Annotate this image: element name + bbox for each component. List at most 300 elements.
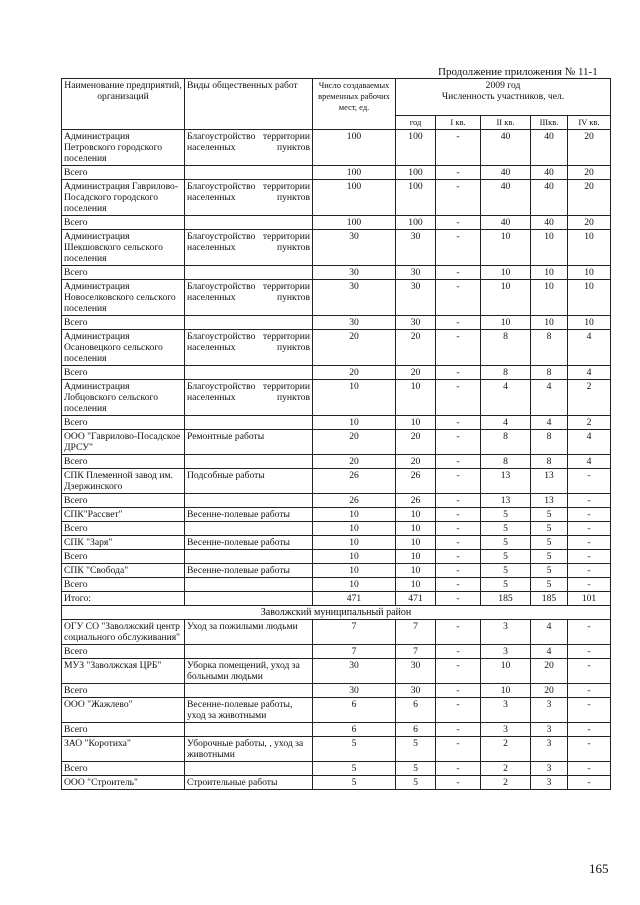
row-work-cell: Благоустройство территории населенных пунктов [185,130,313,166]
row-q3-cell: 40 [531,130,568,166]
row-name-cell: Администрация Лобцовского сельского поселения [62,380,185,416]
row-work-cell [185,592,313,606]
row-q4-cell: 2 [568,416,611,430]
row-name-cell: Всего [62,166,185,180]
row-q3-cell: 8 [531,330,568,366]
row-year-cell: 30 [396,684,436,698]
row-places-cell: 10 [313,536,396,550]
row-name-cell: Всего [62,216,185,230]
row-q4-cell: 101 [568,592,611,606]
row-year-cell: 10 [396,508,436,522]
row-name-cell: Администрация Шекшовского сельского поселения [62,230,185,266]
header-year-block [396,79,611,116]
row-places-cell: 20 [313,430,396,455]
row-work-cell [185,494,313,508]
row-name-cell: Администрация Петровского городского поселения [62,130,185,166]
row-q2-cell: 4 [481,416,531,430]
row-q4-cell: - [568,645,611,659]
row-q4-cell: - [568,762,611,776]
row-year-cell: 26 [396,494,436,508]
row-q4-cell: - [568,659,611,684]
table-row [62,316,611,330]
row-places-cell: 10 [313,578,396,592]
row-name-cell: Всего [62,416,185,430]
table-row [62,550,611,564]
row-name-cell: Администрация Новоселковского сельского поселения [62,280,185,316]
row-q2-cell: 40 [481,216,531,230]
row-q3-cell: 40 [531,166,568,180]
row-q2-cell: 5 [481,550,531,564]
header-q-year: год [396,116,436,130]
row-q4-cell: - [568,508,611,522]
row-year-cell: 10 [396,536,436,550]
row-q3-cell: 4 [531,620,568,645]
row-places-cell: 30 [313,230,396,266]
row-places-cell: 10 [313,416,396,430]
row-q4-cell: - [568,494,611,508]
row-work-cell: Благоустройство территории населенных пунктов [185,230,313,266]
table-row [62,508,611,522]
row-work-cell [185,216,313,230]
row-year-cell: 6 [396,698,436,723]
row-q3-cell: 8 [531,366,568,380]
row-q2-cell: 8 [481,455,531,469]
row-q4-cell: - [568,522,611,536]
row-places-cell: 10 [313,550,396,564]
row-q1-cell: - [436,508,481,522]
row-q2-cell: 8 [481,430,531,455]
row-q3-cell: 13 [531,494,568,508]
row-name-cell: ОГУ СО "Заволжский центр социального обслуживания" [62,620,185,645]
row-q3-cell: 5 [531,578,568,592]
table-row [62,266,611,280]
row-q4-cell: 10 [568,316,611,330]
row-q3-cell: 3 [531,737,568,762]
row-places-cell: 100 [313,166,396,180]
row-q2-cell: 2 [481,776,531,790]
row-q1-cell: - [436,130,481,166]
table-row [62,578,611,592]
row-q2-cell: 8 [481,330,531,366]
row-q2-cell: 2 [481,737,531,762]
row-name-cell: Администрация Осановецкого сельского поселения [62,330,185,366]
row-q3-cell: 4 [531,645,568,659]
row-q3-cell: 20 [531,684,568,698]
row-q1-cell: - [436,564,481,578]
row-q2-cell: 5 [481,564,531,578]
row-year-cell: 5 [396,762,436,776]
row-q3-cell: 5 [531,508,568,522]
row-q2-cell: 4 [481,380,531,416]
row-q1-cell: - [436,698,481,723]
row-places-cell: 100 [313,130,396,166]
row-q3-cell: 3 [531,723,568,737]
row-q2-cell: 185 [481,592,531,606]
row-name-cell: Всего [62,578,185,592]
table-row [62,416,611,430]
row-q4-cell: 10 [568,230,611,266]
row-q3-cell: 8 [531,430,568,455]
row-year-cell: 5 [396,776,436,790]
row-name-cell: Всего [62,316,185,330]
region2-title: Заволжский муниципальный район [62,606,611,620]
row-q3-cell: 3 [531,762,568,776]
table-header [62,79,611,130]
row-q1-cell: - [436,536,481,550]
row-q3-cell: 5 [531,550,568,564]
row-name-cell: ООО "Гаврилово-Посадское ДРСУ" [62,430,185,455]
row-name-cell: Всего [62,455,185,469]
row-q1-cell: - [436,455,481,469]
row-places-cell: 100 [313,216,396,230]
row-q1-cell: - [436,280,481,316]
row-name-cell: Всего [62,550,185,564]
row-q1-cell: - [436,230,481,266]
row-q2-cell: 40 [481,166,531,180]
row-work-cell [185,316,313,330]
table-row [62,723,611,737]
row-q2-cell: 40 [481,180,531,216]
header-count-title: Численность участников, чел. [441,91,565,102]
row-q4-cell: 4 [568,366,611,380]
row-year-cell: 20 [396,455,436,469]
row-q2-cell: 10 [481,684,531,698]
row-q1-cell: - [436,659,481,684]
row-places-cell: 10 [313,522,396,536]
row-places-cell: 30 [313,266,396,280]
row-q1-cell: - [436,266,481,280]
row-q1-cell: - [436,578,481,592]
row-q4-cell: 20 [568,180,611,216]
table-row [62,737,611,762]
row-work-cell: Весенне-полевые работы [185,536,313,550]
header-places: Число создаваемых временных рабочих мест, ед. [313,79,396,130]
row-year-cell: 10 [396,550,436,564]
row-q3-cell: 20 [531,659,568,684]
row-work-cell: Благоустройство территории населенных пунктов [185,330,313,366]
row-name-cell: ООО "Жажлево" [62,698,185,723]
row-work-cell: Благоустройство территории населенных пунктов [185,280,313,316]
row-work-cell [185,455,313,469]
row-places-cell: 30 [313,659,396,684]
row-name-cell: СПК Племенной завод им. Дзержинского [62,469,185,494]
row-places-cell: 26 [313,494,396,508]
row-q3-cell: 5 [531,522,568,536]
row-q3-cell: 10 [531,316,568,330]
table-row [62,776,611,790]
page-number: 165 [589,861,609,876]
table-row [62,620,611,645]
row-q4-cell: - [568,578,611,592]
row-q1-cell: - [436,330,481,366]
row-work-cell: Строительные работы [185,776,313,790]
table-row [62,216,611,230]
row-name-cell: Всего [62,645,185,659]
table-row [62,130,611,166]
row-q3-cell: 4 [531,380,568,416]
public-works-table [61,78,611,790]
row-q3-cell: 3 [531,698,568,723]
row-q4-cell: 20 [568,216,611,230]
row-q3-cell: 185 [531,592,568,606]
row-q4-cell: - [568,723,611,737]
row-q2-cell: 10 [481,316,531,330]
table-row [62,380,611,416]
row-q1-cell: - [436,366,481,380]
row-q1-cell: - [436,737,481,762]
row-work-cell: Уборочные работы, , уход за животными [185,737,313,762]
table-row [62,166,611,180]
row-places-cell: 30 [313,316,396,330]
row-q2-cell: 3 [481,723,531,737]
row-q4-cell: 2 [568,380,611,416]
row-work-cell [185,266,313,280]
header-year-title: 2009 год [485,80,521,91]
row-year-cell: 471 [396,592,436,606]
row-q4-cell: 10 [568,280,611,316]
row-year-cell: 26 [396,469,436,494]
table-row [62,659,611,684]
row-work-cell: Ремонтные работы [185,430,313,455]
table-row [62,330,611,366]
table-body-region2 [62,620,611,790]
row-q1-cell: - [436,550,481,564]
region2-header [62,606,611,620]
row-q4-cell: 20 [568,130,611,166]
table-row [62,494,611,508]
row-q2-cell: 2 [481,762,531,776]
table-row [62,280,611,316]
row-year-cell: 100 [396,130,436,166]
row-year-cell: 7 [396,645,436,659]
row-q4-cell: 20 [568,166,611,180]
row-q2-cell: 10 [481,659,531,684]
row-q3-cell: 5 [531,536,568,550]
row-work-cell: Благоустройство территории населенных пунктов [185,180,313,216]
row-name-cell: ООО "Строитель" [62,776,185,790]
row-work-cell: Подсобные работы [185,469,313,494]
row-q2-cell: 10 [481,266,531,280]
table-row [62,366,611,380]
row-q4-cell: 4 [568,455,611,469]
row-q2-cell: 10 [481,280,531,316]
table-row [62,698,611,723]
row-places-cell: 20 [313,330,396,366]
row-q1-cell: - [436,620,481,645]
row-year-cell: 100 [396,216,436,230]
table-row [62,645,611,659]
row-q1-cell: - [436,416,481,430]
row-q2-cell: 5 [481,522,531,536]
row-q1-cell: - [436,723,481,737]
row-q1-cell: - [436,776,481,790]
row-name-cell: Администрация Гаврилово-Посадского городского поселения [62,180,185,216]
row-q3-cell: 10 [531,280,568,316]
row-q3-cell: 10 [531,266,568,280]
row-q1-cell: - [436,645,481,659]
header-name: Наименование предприятий, организаций [62,79,185,130]
row-work-cell [185,416,313,430]
row-work-cell: Весенне-полевые работы [185,508,313,522]
row-q4-cell: - [568,564,611,578]
row-places-cell: 20 [313,366,396,380]
table-row [62,180,611,216]
row-q2-cell: 40 [481,130,531,166]
row-q3-cell: 40 [531,180,568,216]
row-year-cell: 10 [396,522,436,536]
row-places-cell: 10 [313,508,396,522]
row-q2-cell: 10 [481,230,531,266]
row-work-cell [185,550,313,564]
row-q1-cell: - [436,684,481,698]
row-year-cell: 30 [396,280,436,316]
table-row [62,564,611,578]
row-work-cell [185,684,313,698]
row-q2-cell: 5 [481,508,531,522]
table-row [62,762,611,776]
row-q3-cell: 13 [531,469,568,494]
row-q2-cell: 5 [481,536,531,550]
row-name-cell: Всего [62,684,185,698]
header-q2: II кв. [481,116,531,130]
row-places-cell: 20 [313,455,396,469]
row-year-cell: 30 [396,266,436,280]
row-q2-cell: 3 [481,698,531,723]
table-row [62,592,611,606]
row-work-cell: Весенне-полевые работы [185,564,313,578]
row-q1-cell: - [436,494,481,508]
row-places-cell: 30 [313,684,396,698]
row-year-cell: 6 [396,723,436,737]
row-year-cell: 30 [396,316,436,330]
row-work-cell [185,723,313,737]
row-work-cell: Уборка помещений, уход за больными людьми [185,659,313,684]
row-name-cell: Всего [62,494,185,508]
row-q4-cell: - [568,737,611,762]
row-work-cell: Уход за пожилыми людьми [185,620,313,645]
row-places-cell: 7 [313,620,396,645]
row-work-cell: Благоустройство территории населенных пунктов [185,380,313,416]
table-row [62,469,611,494]
row-q1-cell: - [436,180,481,216]
header-q1: I кв. [436,116,481,130]
row-name-cell: Всего [62,762,185,776]
row-year-cell: 100 [396,166,436,180]
row-q1-cell: - [436,469,481,494]
row-places-cell: 30 [313,280,396,316]
row-q1-cell: - [436,522,481,536]
row-year-cell: 20 [396,430,436,455]
page-note: Продолжение приложения № 11-1 [438,66,598,78]
row-places-cell: 100 [313,180,396,216]
row-q1-cell: - [436,430,481,455]
row-name-cell: СПК"Рассвет" [62,508,185,522]
row-q2-cell: 3 [481,620,531,645]
row-year-cell: 20 [396,330,436,366]
row-places-cell: 10 [313,564,396,578]
row-q1-cell: - [436,592,481,606]
row-q2-cell: 13 [481,469,531,494]
row-q4-cell: 4 [568,330,611,366]
row-q3-cell: 8 [531,455,568,469]
header-q3: IIIкв. [531,116,568,130]
row-year-cell: 5 [396,737,436,762]
row-year-cell: 10 [396,380,436,416]
row-q3-cell: 3 [531,776,568,790]
table-row [62,430,611,455]
row-places-cell: 7 [313,645,396,659]
row-q3-cell: 4 [531,416,568,430]
row-work-cell [185,578,313,592]
row-q4-cell: - [568,469,611,494]
row-name-cell: СПК "Свобода" [62,564,185,578]
row-year-cell: 7 [396,620,436,645]
row-year-cell: 10 [396,416,436,430]
row-year-cell: 100 [396,180,436,216]
row-q2-cell: 3 [481,645,531,659]
row-places-cell: 26 [313,469,396,494]
row-q4-cell: 4 [568,430,611,455]
row-q2-cell: 13 [481,494,531,508]
row-q1-cell: - [436,166,481,180]
table-row [62,536,611,550]
row-name-cell: МУЗ "Заволжская ЦРБ" [62,659,185,684]
header-types: Виды общественных работ [185,79,313,130]
row-work-cell [185,762,313,776]
row-year-cell: 30 [396,230,436,266]
row-places-cell: 5 [313,762,396,776]
row-q4-cell: - [568,776,611,790]
row-q4-cell: - [568,698,611,723]
row-q3-cell: 40 [531,216,568,230]
row-q3-cell: 5 [531,564,568,578]
row-places-cell: 5 [313,776,396,790]
header-q4: IV кв. [568,116,611,130]
row-work-cell [185,366,313,380]
table-row [62,230,611,266]
row-q4-cell: - [568,620,611,645]
row-name-cell: Всего [62,723,185,737]
row-name-cell: СПК "Заря" [62,536,185,550]
row-q3-cell: 10 [531,230,568,266]
row-year-cell: 10 [396,564,436,578]
row-year-cell: 10 [396,578,436,592]
row-q1-cell: - [436,762,481,776]
row-q2-cell: 5 [481,578,531,592]
row-work-cell [185,645,313,659]
row-places-cell: 5 [313,737,396,762]
row-name-cell: ЗАО "Коротиха" [62,737,185,762]
row-places-cell: 6 [313,723,396,737]
row-q1-cell: - [436,380,481,416]
row-places-cell: 471 [313,592,396,606]
table-row [62,684,611,698]
row-q4-cell: - [568,684,611,698]
row-q1-cell: - [436,216,481,230]
row-name-cell: Всего [62,366,185,380]
row-work-cell [185,166,313,180]
table-row [62,522,611,536]
row-q4-cell: 10 [568,266,611,280]
row-q2-cell: 8 [481,366,531,380]
row-name-cell: Всего [62,522,185,536]
row-q4-cell: - [568,550,611,564]
row-work-cell: Весенне-полевые работы, уход за животными [185,698,313,723]
row-q1-cell: - [436,316,481,330]
table-body-region1 [62,130,611,606]
row-q4-cell: - [568,536,611,550]
row-name-cell: Всего [62,266,185,280]
